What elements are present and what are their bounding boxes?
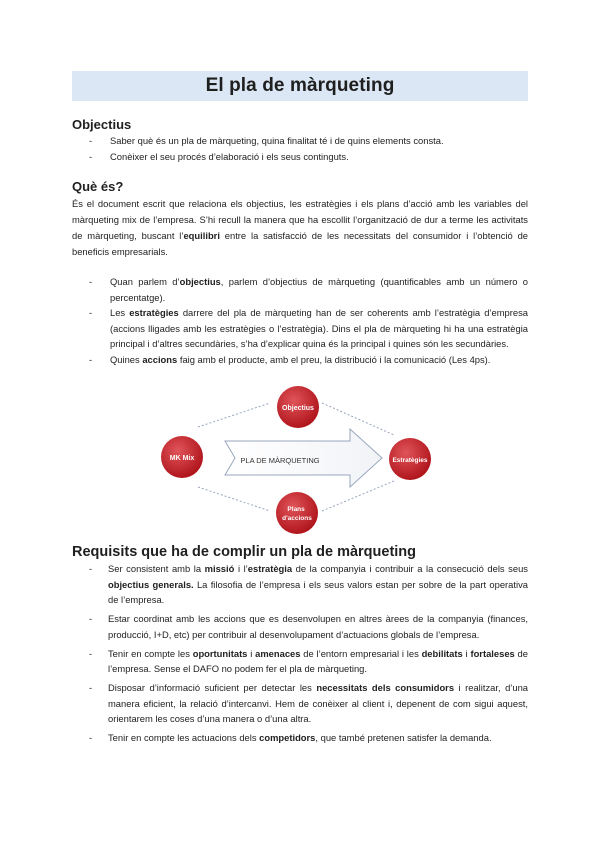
list-item: - Conèixer el seu procés d’elaboració i els seus continguts. <box>89 150 349 162</box>
que-es-heading: Què és? <box>72 179 124 194</box>
marketing-plan-diagram <box>150 383 450 535</box>
connector-left-bottom <box>198 487 270 511</box>
connector-top-right <box>322 403 394 435</box>
objectius-list <box>72 133 528 164</box>
que-es-paragraph: És el document escrit que relaciona els objectius, les estratègies i els plans d’acció amb les variables del màrqueting mix de l’empresa. S’hi recull la manera que ha escollit l’organització de dur a terme les activitats de màrqueting, buscant l’equilibri entre la satisfacció de les necessitats del consumidor i l’obtenció de beneficis empresarials. <box>72 198 528 257</box>
node-objectius-label: Objectius <box>282 405 314 412</box>
list-item: - Les estratègies darrere del pla de màrqueting han de ser coherents amb l’estratègia d’empresa (accions lligades amb les estratègies o l’estratègia). Dins el pla de màrqueting hi ha una estratègia principal i d’altres secundàries, s’ha d’explicar quina és la principal i quines són les secundàries. <box>89 307 528 350</box>
connector-left-top <box>198 403 270 427</box>
title-banner <box>72 71 528 101</box>
diagram-svg <box>150 383 450 535</box>
list-item: - Saber què és un pla de màrqueting, quina finalitat té i de quins elements consta. <box>89 135 444 146</box>
list-item: - Estar coordinat amb les accions que es desenvolupen en altres àrees de la companyia (finances, producció, I+D, etc) per contribuir al desenvolupament d’actuacions globals de l’empresa. <box>89 613 528 640</box>
que-es-list <box>72 274 528 368</box>
list-item: - Quines accions faig amb el producte, amb el preu, la distribució i la comunicació (Les 4ps). <box>89 353 491 365</box>
requisits-list <box>72 561 528 749</box>
list-item: - Tenir en compte les oportunitats i amenaces de l’entorn empresarial i les debilitats i fortaleses de l’empresa. Sense el DAFO no podem fer el pla de màrqueting. <box>89 647 528 675</box>
node-plans-line1: Plans <box>287 506 305 513</box>
list-item: - Quan parlem d’objectius, parlem d’objectius de màrqueting (quantificables amb un número o percentatge). <box>89 276 528 303</box>
list-item: - Tenir en compte les actuacions dels competidors, que també pretenen satisfer la demanda. <box>89 732 492 744</box>
connector-bottom-right <box>322 481 394 511</box>
list-item: - Ser consistent amb la missió i l’estratègia de la companyia i contribuir a la consecució dels seus objectius generals. La filosofia de l’empresa i els seus valors estan per sobre de la part operativa de l’empresa. <box>89 563 528 606</box>
requisits-heading: Requisits que ha de complir un pla de màrqueting <box>72 544 417 560</box>
page-title: El pla de màrqueting <box>205 75 395 96</box>
objectius-heading: Objectius <box>72 117 132 132</box>
list-item: - Disposar d’informació suficient per detectar les necessitats dels consumidors i realitzar, d’una manera eficient, la relació d’intercanvi. Hem de conèixer al client i, depenent de com sigui aquest, orientarem les coses d’una manera o d’una altra. <box>89 681 529 725</box>
node-plans-line2: d'accions <box>282 515 312 522</box>
center-label: PLA DE MÀRQUETING <box>240 456 320 465</box>
node-estrategies-label: Estratègies <box>392 457 428 464</box>
node-plans-accions <box>276 492 318 534</box>
node-mk-mix-label: MK Mix <box>169 455 195 462</box>
